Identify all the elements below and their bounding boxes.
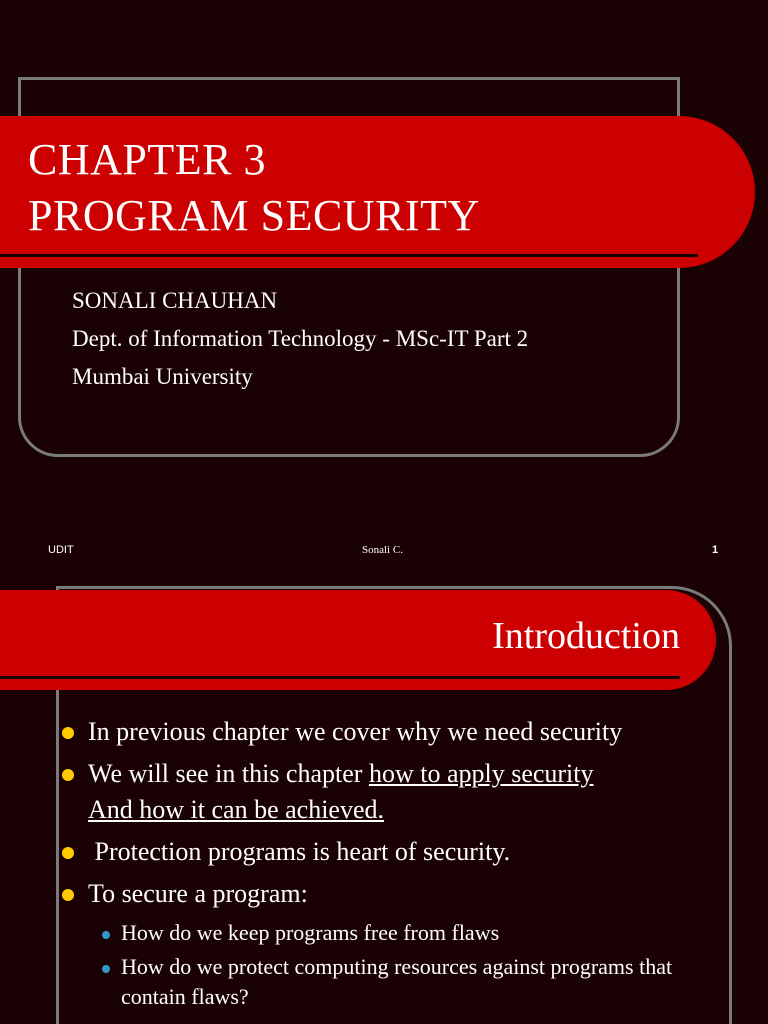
bullet-text: Protection programs is heart of security. [88,837,511,866]
sub-bullet-dot-icon [102,931,110,939]
banner-divider [0,254,698,257]
hyperlink-achieved[interactable]: And how it can be achieved. [88,795,385,824]
list-item [58,834,738,870]
slide-title: Introduction [492,615,680,657]
bullet-list [58,714,738,1016]
footer-center-text: Sonali C. [362,544,403,556]
slide-title [28,132,480,244]
hyperlink-apply-security[interactable]: how to apply security [368,759,594,788]
introduction-slide [0,576,768,1024]
bullet-text: In previous chapter we cover why we need security [88,717,623,746]
title-line-1: CHAPTER 3 [28,135,266,184]
list-item [58,714,738,750]
footer-left-text: UDIT [48,544,74,556]
bullet-dot-icon [62,727,74,739]
slide-subtitle [72,282,528,396]
list-item [58,876,738,912]
page-number: 1 [712,544,719,556]
banner-divider [0,676,680,679]
bullet-dot-icon [62,769,74,781]
bullet-dot-icon [62,889,74,901]
bullet-text: To secure a program: [88,879,308,908]
sub-list-item [58,952,738,1012]
department-text: Dept. of Information Technology - MSc-IT Part 2 [72,326,529,351]
sub-list-item [58,918,738,948]
sub-bullet-text: How do we keep programs free from flaws [121,920,500,945]
sub-bullet-dot-icon [102,965,110,973]
list-item [58,756,738,828]
author-name: SONALI CHAUHAN [72,288,278,313]
bullet-dot-icon [62,847,74,859]
sub-bullet-text: How do we protect computing resources against programs that contain flaws? [121,954,673,1009]
university-text: Mumbai University [72,364,253,389]
title-line-2: PROGRAM SECURITY [28,191,480,240]
bullet-text: We will see in this chapter [88,759,369,788]
